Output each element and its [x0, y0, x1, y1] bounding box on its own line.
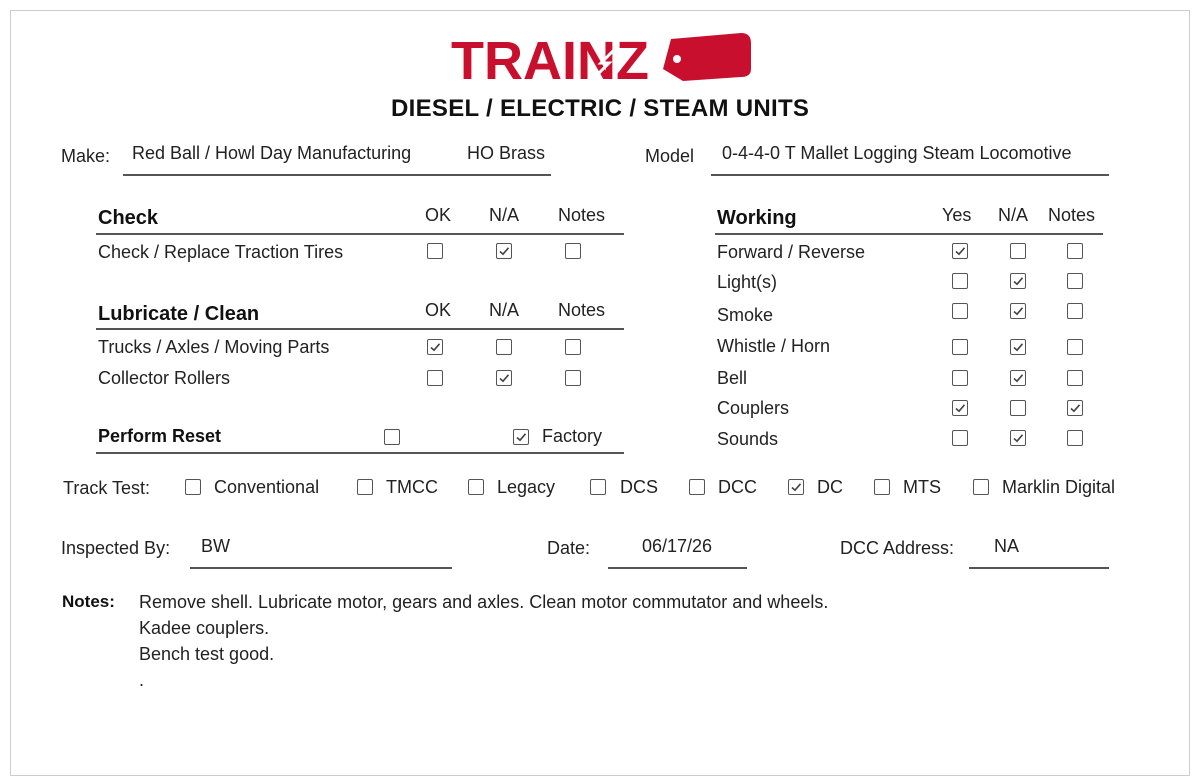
checkbox[interactable]	[1010, 430, 1026, 446]
checkbox[interactable]	[1067, 339, 1083, 355]
checkmark-icon	[954, 402, 966, 414]
notes-line[interactable]: Bench test good.	[139, 644, 275, 664]
checkmark-icon	[1012, 341, 1024, 353]
reset-rule	[96, 452, 624, 454]
checkmark-icon	[790, 481, 802, 493]
make-value[interactable]: Red Ball / Howl Day Manufacturing	[132, 143, 412, 163]
track-test-option: TMCC	[386, 477, 438, 497]
notes-line[interactable]: .	[139, 670, 145, 690]
logo-text: TRAINZ	[451, 31, 649, 91]
track-test-option: DCC	[718, 477, 757, 497]
checkmark-icon	[498, 372, 510, 384]
working-row-label: Whistle / Horn	[717, 336, 831, 356]
lubricate-col-notes: Notes	[558, 300, 606, 320]
track-test-checkbox[interactable]	[590, 479, 606, 495]
date-underline	[608, 567, 747, 569]
working-row-label: Bell	[717, 368, 748, 388]
working-row-label: Light(s)	[717, 272, 778, 292]
working-rule	[715, 233, 1103, 235]
notes-line[interactable]: Remove shell. Lubricate motor, gears and axles. Clean motor commutator and wheels.	[139, 592, 829, 612]
working-row-label: Forward / Reverse	[717, 242, 866, 262]
working-row-label: Sounds	[717, 429, 779, 449]
trainz-logo-icon	[451, 29, 771, 91]
checkbox[interactable]	[952, 370, 968, 386]
checkbox[interactable]	[952, 339, 968, 355]
checkbox[interactable]	[565, 370, 581, 386]
checkmark-icon	[954, 245, 966, 257]
checkbox[interactable]	[1010, 339, 1026, 355]
track-test-option: Conventional	[214, 477, 320, 497]
model-underline	[711, 174, 1109, 176]
form-title: DIESEL / ELECTRIC / STEAM UNITS	[391, 95, 810, 122]
track-test-checkbox[interactable]	[185, 479, 201, 495]
checkbox[interactable]	[1067, 243, 1083, 259]
checkbox[interactable]	[952, 303, 968, 319]
checkbox[interactable]	[1010, 243, 1026, 259]
checkmark-icon	[1012, 275, 1024, 287]
checkbox[interactable]	[496, 243, 512, 259]
checkbox[interactable]	[1067, 273, 1083, 289]
checkbox[interactable]	[565, 243, 581, 259]
checkbox[interactable]	[496, 370, 512, 386]
check-col-notes: Notes	[558, 205, 606, 225]
checkbox[interactable]	[1067, 400, 1083, 416]
working-col-yes: Yes	[942, 205, 972, 225]
checkbox[interactable]	[1010, 273, 1026, 289]
lubricate-col-na: N/A	[489, 300, 520, 320]
make-underline	[123, 174, 551, 176]
model-label: Model	[645, 146, 695, 166]
check-rule	[96, 233, 624, 235]
checkbox[interactable]	[1010, 303, 1026, 319]
track-test-checkbox[interactable]	[973, 479, 989, 495]
checkbox[interactable]	[952, 430, 968, 446]
checkbox[interactable]	[427, 339, 443, 355]
factory-label: Factory	[542, 426, 603, 446]
inspection-form	[10, 10, 1190, 776]
inspected-by-value[interactable]: BW	[201, 536, 230, 556]
checkmark-icon	[1012, 432, 1024, 444]
make-value-2[interactable]: HO Brass	[467, 143, 546, 163]
checkbox[interactable]	[952, 400, 968, 416]
track-test-option: Marklin Digital	[1002, 477, 1116, 497]
track-test-checkbox[interactable]	[689, 479, 705, 495]
track-test-option: DC	[817, 477, 843, 497]
notes-line[interactable]: Kadee couplers.	[139, 618, 270, 638]
checkbox[interactable]	[1067, 430, 1083, 446]
track-test-checkbox[interactable]	[357, 479, 373, 495]
checkmark-icon	[515, 431, 527, 443]
trainz-logo	[451, 29, 771, 91]
checkmark-icon	[1012, 372, 1024, 384]
date-label: Date:	[547, 538, 591, 558]
track-test-option: DCS	[620, 477, 659, 497]
checkbox[interactable]	[1010, 370, 1026, 386]
inspected-by-label: Inspected By:	[61, 538, 171, 558]
working-row-label: Couplers	[717, 398, 790, 418]
lubricate-heading: Lubricate / Clean	[98, 303, 260, 325]
inspected-by-underline	[190, 567, 452, 569]
checkmark-icon	[1069, 402, 1081, 414]
track-test-label: Track Test:	[63, 478, 151, 498]
reset-checkbox[interactable]	[384, 429, 400, 445]
track-test-checkbox[interactable]	[468, 479, 484, 495]
checkbox[interactable]	[565, 339, 581, 355]
track-test-option: Legacy	[497, 477, 556, 497]
factory-checkbox[interactable]	[513, 429, 529, 445]
checkbox[interactable]	[427, 243, 443, 259]
dcc-address-label: DCC Address:	[840, 538, 955, 558]
check-heading: Check	[98, 207, 159, 229]
date-value[interactable]: 06/17/26	[642, 536, 713, 556]
checkbox[interactable]	[427, 370, 443, 386]
checkmark-icon	[429, 341, 441, 353]
checkbox[interactable]	[952, 273, 968, 289]
check-col-ok: OK	[425, 205, 452, 225]
dcc-address-value[interactable]: NA	[994, 536, 1020, 556]
checkbox[interactable]	[496, 339, 512, 355]
make-label: Make:	[61, 146, 111, 166]
working-col-notes: Notes	[1048, 205, 1096, 225]
lubricate-rule	[96, 328, 624, 330]
reset-heading: Perform Reset	[98, 426, 222, 446]
checkmark-icon	[1012, 305, 1024, 317]
working-heading: Working	[717, 207, 797, 229]
checkbox[interactable]	[1067, 303, 1083, 319]
lubricate-row-label: Collector Rollers	[98, 368, 231, 388]
working-col-na: N/A	[998, 205, 1029, 225]
notes-label: Notes:	[62, 592, 115, 611]
lubricate-row-label: Trucks / Axles / Moving Parts	[98, 337, 330, 357]
dcc-address-underline	[969, 567, 1109, 569]
checkbox[interactable]	[1010, 400, 1026, 416]
lubricate-col-ok: OK	[425, 300, 452, 320]
track-test-checkbox[interactable]	[788, 479, 804, 495]
check-row-label: Check / Replace Traction Tires	[98, 242, 344, 262]
model-value[interactable]: 0-4-4-0 T Mallet Logging Steam Locomotive	[722, 143, 1072, 163]
track-test-option: MTS	[903, 477, 941, 497]
track-test-checkbox[interactable]	[874, 479, 890, 495]
working-row-label: Smoke	[717, 305, 774, 325]
checkbox[interactable]	[952, 243, 968, 259]
checkmark-icon	[498, 245, 510, 257]
checkbox[interactable]	[1067, 370, 1083, 386]
check-col-na: N/A	[489, 205, 520, 225]
